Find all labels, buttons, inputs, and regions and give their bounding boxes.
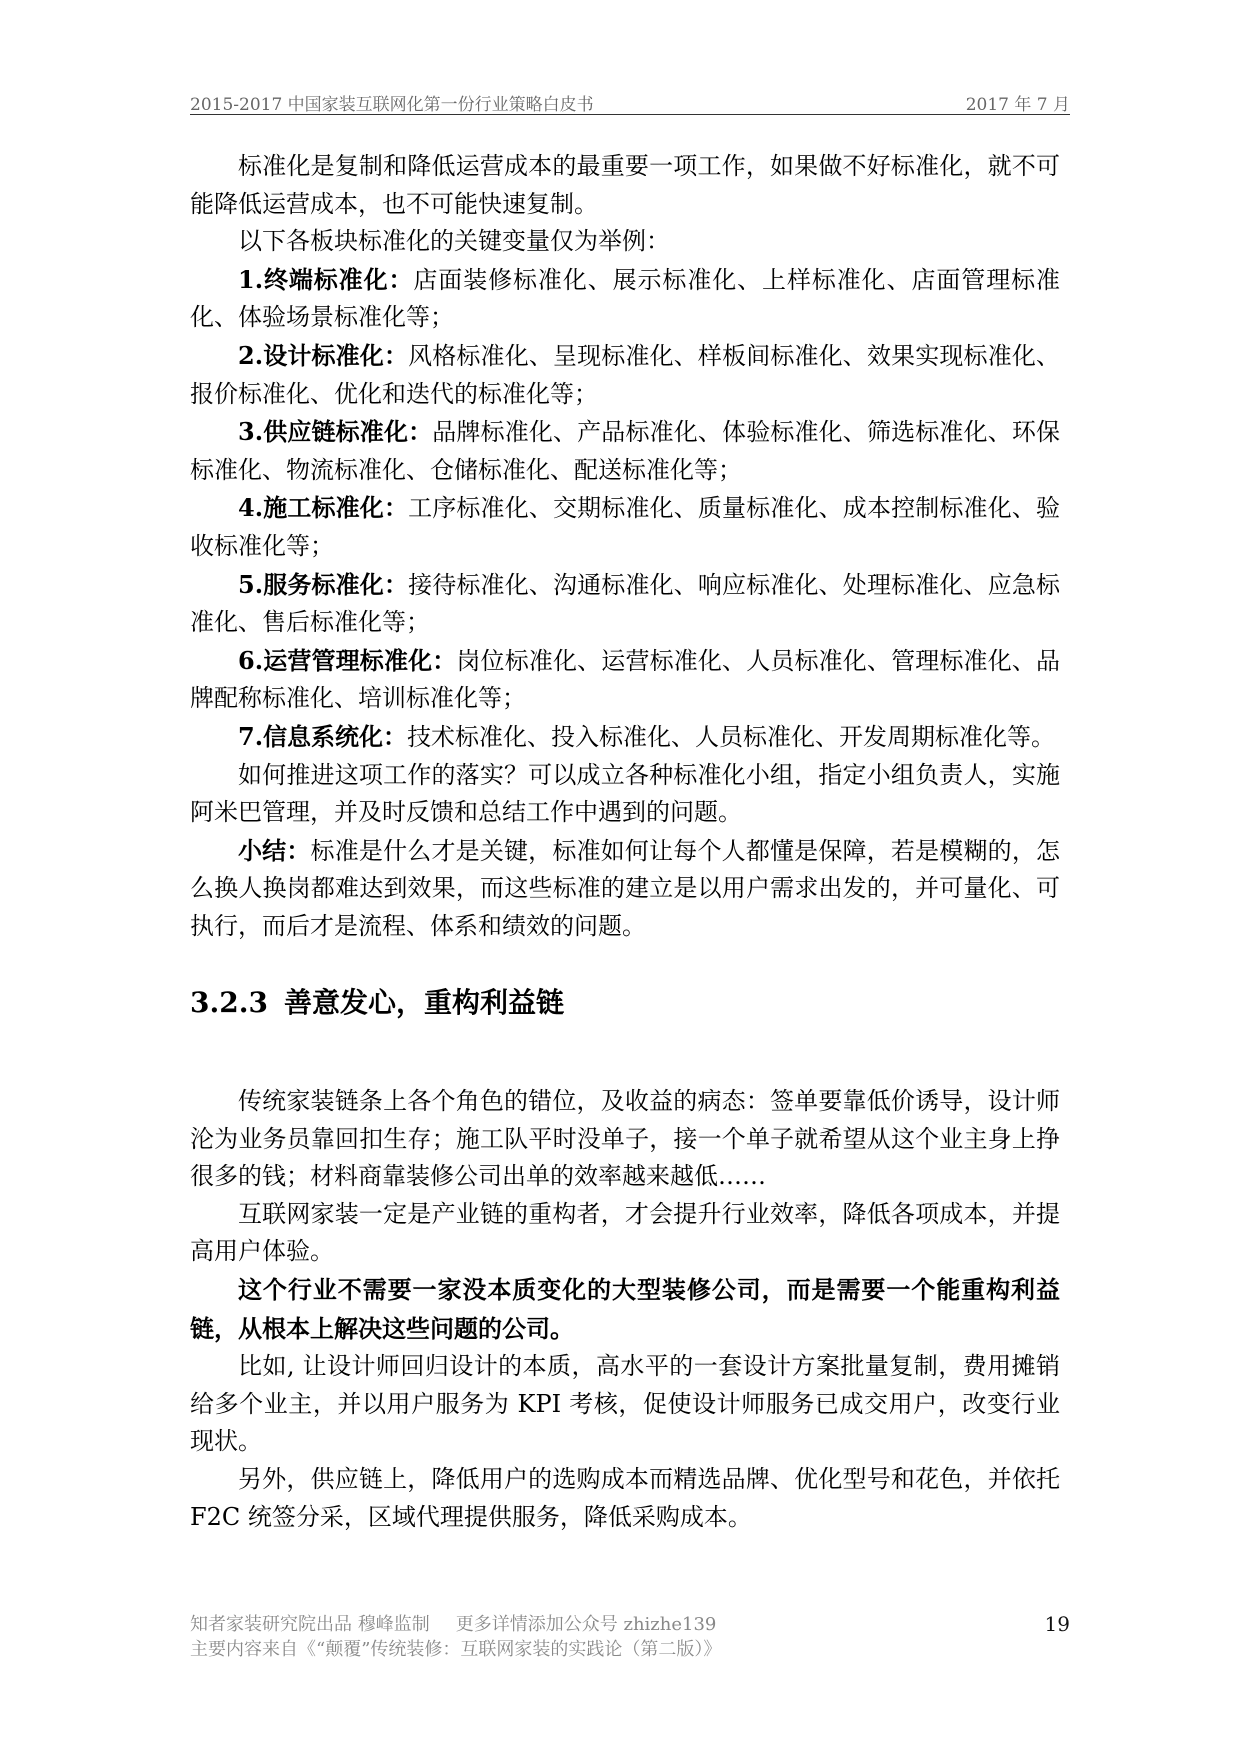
item-text: 工序标准化、交期标准化、质量标准化、成本控制标准化、验收标准化等； bbox=[190, 494, 1060, 560]
section-title: 善意发心，重构利益链 bbox=[283, 986, 564, 1020]
summary-text: 标准是什么才是关键，标准如何让每个人都懂是保障，若是模糊的，怎么换人换岗都难达到效果，而这些标准的建立是以用户需求出发的，并可量化、可执行，而后才是流程、体系和绩效的问题。 bbox=[190, 836, 1060, 940]
list-item bbox=[190, 642, 1060, 718]
paragraph: 如何推进这项工作的落实？可以成立各种标准化小组，指定小组负责人，实施阿米巴管理，并及时反馈和总结工作中遇到的问题。 bbox=[190, 760, 1060, 827]
paragraph: 互联网家装一定是产业链的重构者，才会提升行业效率，降低各项成本，并提高用户体验。 bbox=[190, 1199, 1060, 1266]
list-item bbox=[190, 489, 1060, 565]
bold-statement: 这个行业不需要一家没本质变化的大型装修公司，而是需要一个能重构利益链，从根本上解决这些问题的公司。 bbox=[190, 1275, 1060, 1343]
item-text: 接待标准化、沟通标准化、响应标准化、处理标准化、应急标准化、售后标准化等； bbox=[190, 570, 1060, 637]
paragraph bbox=[190, 1271, 1060, 1348]
footer-line-1 bbox=[190, 1612, 1070, 1637]
page-number: 19 bbox=[1044, 1612, 1070, 1636]
paragraph: 标准化是复制和降低运营成本的最重要一项工作，如果做不好标准化，就不可能降低运营成本，也不可能快速复制。 bbox=[190, 152, 1060, 218]
item-text: 风格标准化、呈现标准化、样板间标准化、效果实现标准化、报价标准化、优化和迭代的标准化等； bbox=[190, 341, 1060, 408]
item-label: 6.运营管理标准化： bbox=[238, 645, 457, 675]
list-item bbox=[190, 718, 1060, 757]
list-item bbox=[190, 566, 1060, 642]
paragraph: 传统家装链条上各个角色的错位，及收益的病态：签单要靠低价诱导，设计师沦为业务员靠回扣生存；施工队平时没单子，接一个单子就希望从这个业主身上挣很多的钱；材料商靠装修公司出单的效率越来越低…… bbox=[190, 1087, 1060, 1191]
footer-credit: 知者家装研究院出品 穆峰监制 bbox=[190, 1614, 430, 1635]
header-date: 2017 年 7 月 bbox=[965, 95, 1070, 115]
item-label: 4.施工标准化： bbox=[238, 493, 409, 523]
footer-wechat: 更多详情添加公众号 zhizhe139 bbox=[455, 1614, 717, 1635]
item-label: 1.终端标准化： bbox=[238, 264, 414, 294]
paragraph: 比如, 让设计师回归设计的本质，高水平的一套设计方案批量复制，费用摊销给多个业主，并以用户服务为 KPI 考核，促使设计师服务已成交用户，改变行业现状。 bbox=[190, 1352, 1060, 1456]
main-content bbox=[190, 148, 1060, 1536]
page-header bbox=[190, 86, 1070, 115]
item-label: 5.服务标准化： bbox=[238, 569, 409, 599]
summary-label: 小结： bbox=[238, 835, 311, 865]
paragraph: 以下各板块标准化的关键变量仅为举例： bbox=[238, 227, 670, 256]
item-text: 店面装修标准化、展示标准化、上样标准化、店面管理标准化、体验场景标准化等； bbox=[190, 265, 1060, 332]
list-item bbox=[190, 413, 1060, 489]
item-label: 3.供应链标准化： bbox=[238, 417, 433, 447]
item-text: 岗位标准化、运营标准化、人员标准化、管理标准化、品牌配称标准化、培训标准化等； bbox=[190, 646, 1060, 713]
section-number: 3.2.3 bbox=[190, 986, 268, 1020]
item-text: 技术标准化、投入标准化、人员标准化、开发周期标准化等。 bbox=[407, 722, 1056, 751]
header-title: 2015-2017 中国家装互联网化第一份行业策略白皮书 bbox=[190, 95, 594, 115]
footer-source: 主要内容来自《“颠覆”传统装修：互联网家装的实践论（第二版）》 bbox=[190, 1639, 722, 1660]
section-heading bbox=[190, 945, 1060, 1045]
paragraph: 另外，供应链上，降低用户的选购成本而精选品牌、优化型号和花色，并依托 F2C 统签分采，区域代理提供服务，降低采购成本。 bbox=[190, 1465, 1060, 1531]
item-label: 7.信息系统化： bbox=[238, 721, 408, 751]
page-footer bbox=[190, 1612, 1070, 1662]
list-item bbox=[190, 261, 1060, 337]
item-text: 品牌标准化、产品标准化、体验标准化、筛选标准化、环保标准化、物流标准化、仓储标准化、配送标准化等； bbox=[190, 418, 1061, 484]
list-item bbox=[190, 337, 1060, 413]
summary-paragraph bbox=[190, 832, 1060, 946]
item-label: 2.设计标准化： bbox=[238, 340, 409, 370]
